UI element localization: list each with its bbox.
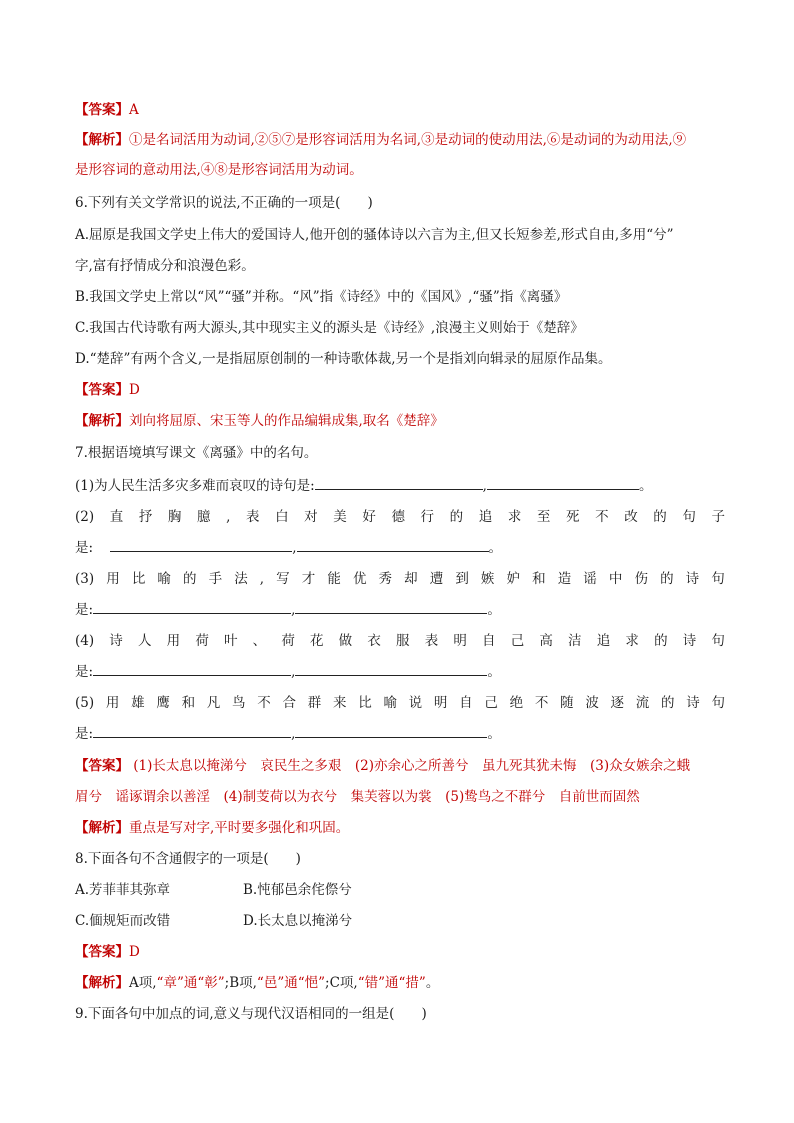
shi-label: 是: bbox=[75, 540, 94, 556]
q8-analysis-line bbox=[75, 973, 725, 993]
prompt-char: 诗 bbox=[685, 571, 700, 587]
answer-blank[interactable] bbox=[315, 475, 483, 490]
prompt-char: 群 bbox=[307, 695, 322, 711]
answer-blank[interactable] bbox=[295, 723, 487, 738]
prompt-char: 随 bbox=[560, 695, 574, 711]
prompt-char: 高 bbox=[539, 633, 553, 649]
prompt-char: , bbox=[226, 509, 231, 525]
analysis-highlight: “章”通“彰” bbox=[156, 975, 225, 991]
q7-analysis-line bbox=[75, 818, 725, 838]
prompt-char: 和 bbox=[532, 571, 546, 587]
analysis-text: 。 bbox=[425, 975, 440, 991]
prompt-char: 喻 bbox=[157, 571, 171, 587]
prompt-char: 明 bbox=[433, 695, 448, 711]
prompt-char: 臆 bbox=[197, 509, 211, 525]
q8-option-a: A.芳菲菲其弥章 bbox=[75, 882, 171, 898]
prompt-char: 自 bbox=[459, 695, 473, 711]
answer-blank[interactable] bbox=[93, 723, 291, 738]
prompt-char: 诗 bbox=[109, 633, 123, 649]
answer-blank[interactable] bbox=[93, 599, 291, 614]
prompt-char: 说 bbox=[408, 695, 423, 711]
period: 。 bbox=[638, 478, 653, 494]
prompt-char: 秀 bbox=[378, 571, 393, 587]
answer-text: 眉兮 谣诼谓余以善淫 (4)制芰荷以为衣兮 集芙蓉以为裳 (5)鸷鸟之不群兮 自前世而固然 bbox=[75, 789, 640, 805]
prompt-char: 人 bbox=[137, 633, 152, 649]
q7-item-3-prompt bbox=[75, 569, 725, 589]
prompt-char: 表 bbox=[424, 633, 439, 649]
prompt-char: 的 bbox=[660, 571, 674, 587]
prompt-char: , bbox=[259, 571, 265, 587]
analysis-text: A项, bbox=[129, 975, 157, 991]
prompt-char: 绝 bbox=[509, 695, 524, 711]
prompt-char: 衣 bbox=[367, 633, 381, 649]
prompt-char: 鸟 bbox=[232, 695, 246, 711]
prompt-char: 洁 bbox=[568, 633, 582, 649]
analysis-text: 重点是写对字,平时要多强化和巩固。 bbox=[129, 820, 350, 836]
analysis-text: ①是名词活用为动词,②⑤⑦是形容词活用为名词,③是动词的使动用法,⑥是动词的为动用法,⑨ bbox=[129, 132, 687, 148]
prompt-char: 句 bbox=[711, 695, 725, 711]
q6-analysis-line bbox=[75, 411, 725, 431]
answer-value: D bbox=[129, 382, 140, 398]
q6-option-d: D.“楚辞”有两个含义,一是指屈原创制的一种诗歌体裁,另一个是指刘向辑录的屈原作品集。 bbox=[75, 351, 612, 367]
q7-item-3-blanks bbox=[75, 599, 725, 620]
q7-item-4-prompt bbox=[75, 631, 725, 651]
shi-label: 是: bbox=[75, 602, 94, 618]
q6-option-b: B.我国文学史上常以“风”“骚”并称。“风”指《诗经》中的《国风》,“骚”指《离骚》 bbox=[75, 289, 568, 305]
comma: , bbox=[291, 602, 296, 618]
answer-tag: 【答案】 bbox=[75, 944, 129, 960]
q7-stem: 7.根据语境填写课文《离骚》中的名句。 bbox=[75, 445, 318, 461]
q8-option-d: D.长太息以掩涕兮 bbox=[243, 913, 353, 929]
prompt-char: 谣 bbox=[583, 571, 597, 587]
analysis-tag: 【解析】 bbox=[75, 820, 129, 836]
q8-option-b: B.忳郁邑余侘傺兮 bbox=[243, 882, 352, 898]
prompt-char: 不 bbox=[257, 695, 271, 711]
q7-item-5-prompt bbox=[75, 693, 725, 713]
answer-value: D bbox=[129, 944, 140, 960]
prompt-char: 行 bbox=[420, 509, 435, 525]
prompt-char: (2) bbox=[75, 509, 95, 525]
q5-analysis-line-1 bbox=[75, 130, 725, 150]
analysis-text: 刘向将屈原、宋玉等人的作品编辑成集,取名《楚辞》 bbox=[129, 413, 444, 429]
prompt-char: 明 bbox=[453, 633, 467, 649]
q8-options-ab bbox=[75, 880, 725, 900]
prompt-char: 美 bbox=[333, 509, 347, 525]
q6-option-a-line-1: A.屈原是我国文学史上伟大的爱国诗人,他开创的骚体诗以六言为主,但又长短参差,形式自由,多用“兮” bbox=[75, 227, 674, 243]
prompt-char: 改 bbox=[624, 509, 638, 525]
period: 。 bbox=[487, 664, 501, 680]
prompt-char: 胸 bbox=[167, 509, 182, 525]
prompt-char: 伤 bbox=[634, 571, 648, 587]
period: 。 bbox=[487, 726, 501, 742]
q5-analysis-line-2 bbox=[75, 160, 725, 180]
prompt-char: 却 bbox=[404, 571, 418, 587]
prompt-char: 鹰 bbox=[156, 695, 170, 711]
prompt-char: 荷 bbox=[195, 633, 209, 649]
prompt-char: 做 bbox=[338, 633, 353, 649]
answer-blank[interactable] bbox=[295, 599, 487, 614]
period: 。 bbox=[488, 540, 503, 556]
shi-label: 是: bbox=[75, 726, 94, 742]
prompt-char: 的 bbox=[183, 571, 197, 587]
prompt-char: 来 bbox=[332, 695, 347, 711]
prompt-char: 句 bbox=[682, 509, 696, 525]
q8-stem: 8.下面各句不含通假字的一项是( ) bbox=[75, 851, 301, 867]
prompt-char: 比 bbox=[358, 695, 372, 711]
q7-answer-line-2 bbox=[75, 787, 725, 807]
prompt-char: 用 bbox=[106, 571, 120, 587]
prompt-char: 直 bbox=[109, 509, 124, 525]
q9-stem: 9.下面各句中加点的词,意义与现代汉语相同的一组是( ) bbox=[75, 1006, 427, 1022]
prompt-char: 求 bbox=[625, 633, 639, 649]
prompt-char: 用 bbox=[105, 695, 120, 711]
comma: , bbox=[292, 540, 297, 556]
q7-item-2-blanks bbox=[75, 537, 725, 558]
prompt-char: 的 bbox=[654, 633, 668, 649]
q7-item-4-blanks bbox=[75, 661, 725, 682]
answer-tag: 【答案】 bbox=[75, 382, 129, 398]
answer-blank[interactable] bbox=[110, 537, 292, 552]
q7-item-1 bbox=[75, 475, 725, 496]
prompt-char: 己 bbox=[510, 633, 525, 649]
prompt-char: 表 bbox=[245, 509, 260, 525]
q6-stem: 6.下列有关文学常识的说法,不正确的一项是( ) bbox=[75, 195, 373, 211]
analysis-text: 是形容词的意动用法,④⑧是形容词活用为动词。 bbox=[75, 162, 363, 178]
analysis-highlight: “邑”通“悒” bbox=[256, 975, 326, 991]
q8-answer-line bbox=[75, 942, 725, 962]
shi-label: 是: bbox=[75, 664, 94, 680]
prompt-char: 自 bbox=[482, 633, 496, 649]
q5-answer-line bbox=[75, 100, 725, 120]
prompt-char: 流 bbox=[635, 695, 650, 711]
analysis-highlight: “错”通“措” bbox=[357, 975, 426, 991]
prompt-char: 遭 bbox=[429, 571, 444, 587]
q7-answer-line-1 bbox=[75, 756, 725, 776]
prompt-char: 花 bbox=[310, 633, 324, 649]
q7-item-5-blanks bbox=[75, 723, 725, 744]
comma: , bbox=[291, 726, 296, 742]
prompt-char: 的 bbox=[661, 695, 675, 711]
answer-text: (1)长太息以掩涕兮 哀民生之多艰 (2)亦余心之所善兮 虽九死其犹未悔 (3)众女嫉余之蛾 bbox=[129, 758, 691, 774]
q8-option-c: C.偭规矩而改错 bbox=[75, 913, 171, 929]
prompt-char: 不 bbox=[534, 695, 549, 711]
prompt-char: 荷 bbox=[281, 633, 295, 649]
prompt-char: 造 bbox=[557, 571, 572, 587]
prompt-char: 雄 bbox=[131, 695, 145, 711]
prompt-char: 句 bbox=[711, 571, 725, 587]
prompt-char: 凡 bbox=[206, 695, 221, 711]
prompt-char: 德 bbox=[391, 509, 405, 525]
prompt-char: 到 bbox=[455, 571, 469, 587]
prompt-char: 波 bbox=[585, 695, 599, 711]
analysis-tag: 【解析】 bbox=[75, 975, 129, 991]
prompt-char: 的 bbox=[449, 509, 464, 525]
answer-blank[interactable] bbox=[487, 475, 639, 490]
q7-item-1-text: (1)为人民生活多灾多难而哀叹的诗句是: bbox=[75, 478, 315, 494]
prompt-char: 求 bbox=[507, 509, 522, 525]
prompt-char: 诗 bbox=[686, 695, 700, 711]
q8-options-cd bbox=[75, 911, 725, 931]
prompt-char: 至 bbox=[536, 509, 551, 525]
comma: , bbox=[291, 664, 296, 680]
prompt-char: 嫉 bbox=[480, 571, 495, 587]
prompt-char: 白 bbox=[275, 509, 289, 525]
prompt-char: 手 bbox=[208, 571, 223, 587]
analysis-text: ;B项, bbox=[224, 975, 257, 991]
analysis-text: ;C项, bbox=[325, 975, 358, 991]
prompt-char: 己 bbox=[484, 695, 498, 711]
prompt-char: 诗 bbox=[682, 633, 697, 649]
prompt-char: (5) bbox=[75, 695, 95, 711]
prompt-char: (3) bbox=[75, 571, 95, 587]
analysis-tag: 【解析】 bbox=[75, 413, 129, 429]
answer-blank[interactable] bbox=[295, 661, 487, 676]
prompt-char: 子 bbox=[711, 509, 725, 525]
prompt-char: 追 bbox=[478, 509, 493, 525]
q6-answer-line bbox=[75, 380, 725, 400]
answer-tag: 【答案】 bbox=[75, 758, 129, 774]
prompt-char: 好 bbox=[362, 509, 376, 525]
prompt-char: 用 bbox=[166, 633, 181, 649]
prompt-char: 妒 bbox=[506, 571, 521, 587]
prompt-char: 比 bbox=[131, 571, 146, 587]
prompt-char: 喻 bbox=[383, 695, 397, 711]
prompt-char: 能 bbox=[327, 571, 341, 587]
prompt-char: 追 bbox=[596, 633, 611, 649]
prompt-char: 合 bbox=[282, 695, 296, 711]
analysis-tag: 【解析】 bbox=[75, 132, 129, 148]
answer-blank[interactable] bbox=[93, 661, 291, 676]
prompt-char: 逐 bbox=[610, 695, 625, 711]
prompt-char: 法 bbox=[234, 571, 248, 587]
prompt-char: 才 bbox=[301, 571, 316, 587]
prompt-char: (4) bbox=[75, 633, 95, 649]
answer-tag: 【答案】 bbox=[75, 102, 129, 118]
comma: , bbox=[482, 478, 487, 494]
period: 。 bbox=[487, 602, 501, 618]
prompt-char: 优 bbox=[352, 571, 367, 587]
prompt-char: 死 bbox=[566, 509, 580, 525]
prompt-char: 写 bbox=[276, 571, 290, 587]
prompt-char: 句 bbox=[711, 633, 725, 649]
prompt-char: 抒 bbox=[138, 509, 153, 525]
prompt-char: 不 bbox=[595, 509, 609, 525]
prompt-char: 叶 bbox=[223, 633, 238, 649]
prompt-char: 服 bbox=[396, 633, 410, 649]
answer-value: A bbox=[129, 102, 139, 118]
answer-blank[interactable] bbox=[297, 537, 489, 552]
prompt-char: 和 bbox=[181, 695, 196, 711]
q7-item-2-prompt bbox=[75, 507, 725, 527]
prompt-char: 中 bbox=[608, 571, 623, 587]
prompt-char: 、 bbox=[252, 633, 267, 649]
q6-option-a-line-2: 字,富有抒情成分和浪漫色彩。 bbox=[75, 258, 255, 274]
prompt-char: 的 bbox=[653, 509, 667, 525]
prompt-char: 对 bbox=[304, 509, 318, 525]
q6-option-c: C.我国古代诗歌有两大源头,其中现实主义的源头是《诗经》,浪漫主义则始于《楚辞》 bbox=[75, 320, 584, 336]
